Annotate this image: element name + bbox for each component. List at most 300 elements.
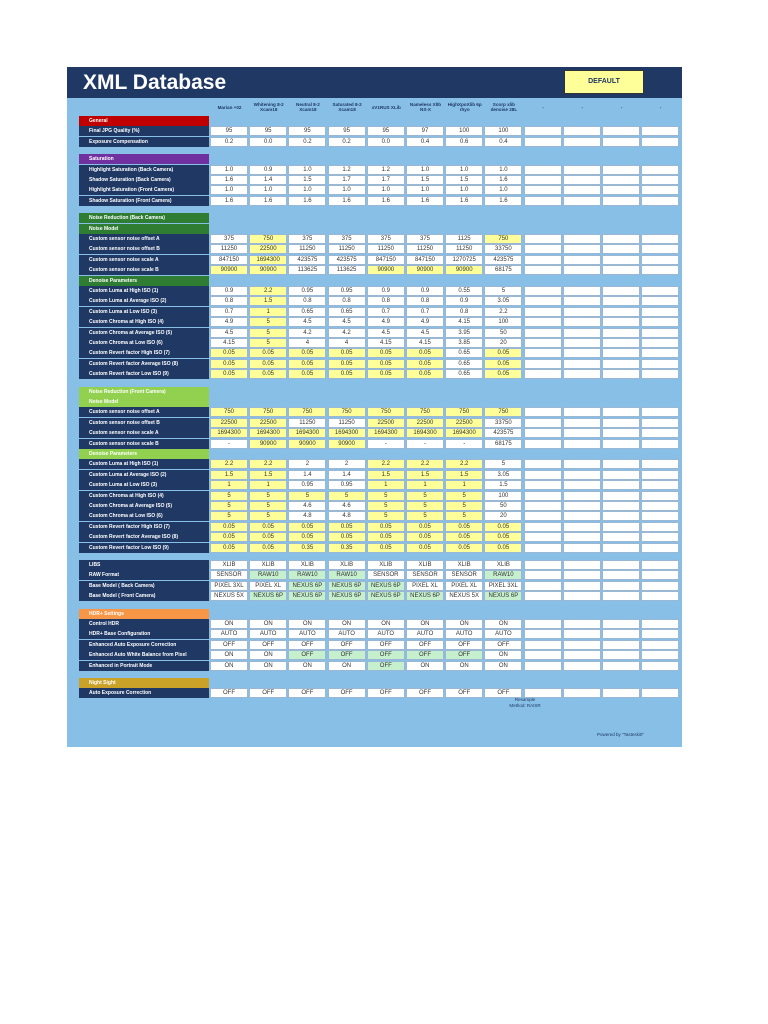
table-cell[interactable]: AUTO [210, 629, 248, 639]
table-cell[interactable]: 1.5 [288, 175, 326, 185]
table-cell[interactable]: 5 [367, 501, 405, 511]
table-cell[interactable]: 0.05 [210, 359, 248, 369]
table-cell[interactable]: 1.0 [328, 185, 366, 195]
table-cell[interactable] [524, 286, 562, 296]
table-cell[interactable] [563, 439, 601, 449]
table-cell[interactable] [524, 234, 562, 244]
table-cell[interactable]: 423575 [484, 255, 522, 265]
table-cell[interactable]: 0.05 [484, 348, 522, 358]
table-cell[interactable] [563, 511, 601, 521]
table-cell[interactable]: 2.2 [406, 459, 444, 469]
table-cell[interactable]: 0.05 [484, 359, 522, 369]
table-cell[interactable] [641, 619, 679, 629]
table-cell[interactable] [524, 522, 562, 532]
table-cell[interactable] [563, 532, 601, 542]
table-cell[interactable]: 0.05 [328, 522, 366, 532]
table-cell[interactable]: NEXUS 6P [328, 581, 366, 591]
table-cell[interactable]: 375 [210, 234, 248, 244]
table-cell[interactable] [563, 286, 601, 296]
table-cell[interactable] [641, 688, 679, 698]
table-cell[interactable]: 2 [328, 459, 366, 469]
table-cell[interactable]: 750 [288, 407, 326, 417]
table-cell[interactable] [524, 428, 562, 438]
table-cell[interactable]: 1.5 [445, 470, 483, 480]
table-cell[interactable]: 5 [249, 491, 287, 501]
table-cell[interactable]: 0.05 [484, 543, 522, 553]
table-cell[interactable] [602, 137, 640, 147]
table-cell[interactable]: 22500 [249, 418, 287, 428]
table-cell[interactable]: XLIB [367, 560, 405, 570]
table-cell[interactable]: 0.05 [249, 369, 287, 379]
table-cell[interactable]: 0.9 [367, 286, 405, 296]
table-cell[interactable]: 11250 [288, 418, 326, 428]
table-cell[interactable]: 5 [367, 511, 405, 521]
table-cell[interactable]: 1.0 [406, 165, 444, 175]
table-cell[interactable]: 0.05 [367, 543, 405, 553]
table-cell[interactable] [641, 196, 679, 206]
table-cell[interactable] [524, 480, 562, 490]
table-cell[interactable]: 0.05 [249, 348, 287, 358]
table-cell[interactable] [524, 348, 562, 358]
table-cell[interactable] [641, 581, 679, 591]
table-cell[interactable]: 0.05 [406, 369, 444, 379]
table-cell[interactable]: 113625 [288, 265, 326, 275]
table-cell[interactable]: 0.65 [288, 307, 326, 317]
table-cell[interactable]: 4.5 [288, 317, 326, 327]
table-cell[interactable]: AUTO [406, 629, 444, 639]
table-cell[interactable]: NEXUS 5X [445, 591, 483, 601]
table-cell[interactable] [641, 255, 679, 265]
table-cell[interactable]: 1.0 [484, 185, 522, 195]
table-cell[interactable] [602, 570, 640, 580]
table-cell[interactable]: 1.6 [367, 196, 405, 206]
table-cell[interactable] [524, 296, 562, 306]
table-cell[interactable]: 3.05 [484, 296, 522, 306]
table-cell[interactable] [563, 255, 601, 265]
table-cell[interactable]: 4.15 [445, 317, 483, 327]
table-cell[interactable] [563, 491, 601, 501]
table-cell[interactable]: 90900 [406, 265, 444, 275]
table-cell[interactable] [563, 369, 601, 379]
table-cell[interactable] [641, 369, 679, 379]
table-cell[interactable] [563, 234, 601, 244]
table-cell[interactable] [602, 286, 640, 296]
table-cell[interactable]: 1 [210, 480, 248, 490]
table-cell[interactable]: 5 [406, 511, 444, 521]
table-cell[interactable] [524, 650, 562, 660]
table-cell[interactable]: 22500 [249, 244, 287, 254]
table-cell[interactable]: 33750 [484, 418, 522, 428]
table-cell[interactable]: 0.8 [406, 296, 444, 306]
table-cell[interactable] [524, 185, 562, 195]
table-cell[interactable]: 1694300 [328, 428, 366, 438]
table-cell[interactable]: 0.0 [367, 137, 405, 147]
table-cell[interactable]: 750 [367, 407, 405, 417]
table-cell[interactable]: 5 [367, 491, 405, 501]
table-cell[interactable]: 90900 [367, 265, 405, 275]
table-cell[interactable] [641, 265, 679, 275]
table-cell[interactable]: ON [210, 661, 248, 671]
table-cell[interactable] [641, 570, 679, 580]
table-cell[interactable] [602, 619, 640, 629]
table-cell[interactable]: 0.05 [367, 348, 405, 358]
table-cell[interactable] [641, 185, 679, 195]
table-cell[interactable]: 1 [445, 480, 483, 490]
table-cell[interactable] [602, 185, 640, 195]
table-cell[interactable]: - [445, 439, 483, 449]
table-cell[interactable]: 50 [484, 328, 522, 338]
table-cell[interactable]: 1694300 [288, 428, 326, 438]
table-cell[interactable]: 11250 [328, 244, 366, 254]
table-cell[interactable]: 5 [406, 501, 444, 511]
table-cell[interactable]: 0.05 [210, 543, 248, 553]
table-cell[interactable] [641, 175, 679, 185]
table-cell[interactable]: 0.95 [328, 286, 366, 296]
table-cell[interactable]: 68175 [484, 265, 522, 275]
table-cell[interactable]: 5 [249, 338, 287, 348]
table-cell[interactable]: XLIB [445, 560, 483, 570]
table-cell[interactable]: 11250 [210, 244, 248, 254]
table-cell[interactable]: 750 [249, 234, 287, 244]
table-cell[interactable]: XLIB [406, 560, 444, 570]
table-cell[interactable]: 1.0 [484, 165, 522, 175]
table-cell[interactable] [602, 359, 640, 369]
table-cell[interactable]: 0.4 [484, 137, 522, 147]
table-cell[interactable]: PIXEL XL [249, 581, 287, 591]
table-cell[interactable] [602, 629, 640, 639]
table-cell[interactable] [563, 307, 601, 317]
table-cell[interactable]: 22500 [445, 418, 483, 428]
table-cell[interactable]: OFF [367, 688, 405, 698]
table-cell[interactable]: AUTO [445, 629, 483, 639]
table-cell[interactable] [563, 459, 601, 469]
table-cell[interactable] [602, 470, 640, 480]
table-cell[interactable] [524, 165, 562, 175]
table-cell[interactable]: ON [249, 619, 287, 629]
table-cell[interactable] [641, 560, 679, 570]
table-cell[interactable]: 1.6 [328, 196, 366, 206]
table-cell[interactable] [563, 359, 601, 369]
table-cell[interactable] [641, 317, 679, 327]
table-cell[interactable]: 0.05 [367, 522, 405, 532]
table-cell[interactable] [602, 511, 640, 521]
table-cell[interactable] [524, 491, 562, 501]
table-cell[interactable]: OFF [367, 650, 405, 660]
table-cell[interactable]: NEXUS 5X [210, 591, 248, 601]
table-cell[interactable] [641, 359, 679, 369]
table-cell[interactable]: 0.9 [210, 286, 248, 296]
table-cell[interactable]: 4.2 [288, 328, 326, 338]
table-cell[interactable]: 1.6 [210, 175, 248, 185]
table-cell[interactable]: 423575 [484, 428, 522, 438]
table-cell[interactable]: - [406, 439, 444, 449]
table-cell[interactable]: 1694300 [249, 255, 287, 265]
table-cell[interactable]: 113625 [328, 265, 366, 275]
table-cell[interactable]: 1694300 [249, 428, 287, 438]
table-cell[interactable]: PIXEL 3XL [210, 581, 248, 591]
table-cell[interactable] [563, 640, 601, 650]
table-cell[interactable] [524, 338, 562, 348]
table-cell[interactable] [602, 317, 640, 327]
table-cell[interactable] [524, 175, 562, 185]
table-cell[interactable]: ON [210, 619, 248, 629]
table-cell[interactable] [524, 359, 562, 369]
table-cell[interactable]: NEXUS 6P [288, 581, 326, 591]
table-cell[interactable] [563, 661, 601, 671]
table-cell[interactable] [641, 532, 679, 542]
table-cell[interactable]: 1.5 [249, 296, 287, 306]
table-cell[interactable] [524, 619, 562, 629]
table-cell[interactable]: ON [484, 619, 522, 629]
table-cell[interactable]: 50 [484, 501, 522, 511]
table-cell[interactable] [602, 591, 640, 601]
table-cell[interactable]: 11250 [288, 244, 326, 254]
table-cell[interactable] [563, 338, 601, 348]
table-cell[interactable]: 1.5 [445, 175, 483, 185]
table-cell[interactable] [641, 661, 679, 671]
table-cell[interactable]: 0.95 [328, 480, 366, 490]
table-cell[interactable]: XLIB [249, 560, 287, 570]
table-cell[interactable]: 1.0 [210, 185, 248, 195]
table-cell[interactable] [524, 439, 562, 449]
table-cell[interactable]: OFF [210, 640, 248, 650]
table-cell[interactable]: 11250 [367, 244, 405, 254]
table-cell[interactable]: 750 [406, 407, 444, 417]
table-cell[interactable]: 4.5 [210, 328, 248, 338]
table-cell[interactable]: 1.6 [288, 196, 326, 206]
table-cell[interactable] [641, 591, 679, 601]
table-cell[interactable]: ON [406, 619, 444, 629]
table-cell[interactable] [563, 470, 601, 480]
table-cell[interactable] [602, 165, 640, 175]
table-cell[interactable]: 4 [288, 338, 326, 348]
table-cell[interactable] [524, 244, 562, 254]
table-cell[interactable]: RAW10 [328, 570, 366, 580]
table-cell[interactable] [602, 522, 640, 532]
table-cell[interactable]: 2.2 [367, 459, 405, 469]
table-cell[interactable]: OFF [288, 688, 326, 698]
table-cell[interactable]: 5 [288, 491, 326, 501]
table-cell[interactable] [524, 581, 562, 591]
table-cell[interactable]: 0.2 [288, 137, 326, 147]
table-cell[interactable]: OFF [367, 661, 405, 671]
table-cell[interactable] [641, 428, 679, 438]
table-cell[interactable] [563, 175, 601, 185]
table-cell[interactable] [641, 418, 679, 428]
table-cell[interactable] [563, 317, 601, 327]
table-cell[interactable]: 22500 [210, 418, 248, 428]
table-cell[interactable]: 4.5 [328, 317, 366, 327]
table-cell[interactable]: 5 [210, 491, 248, 501]
table-cell[interactable]: 0.8 [328, 296, 366, 306]
table-cell[interactable]: 5 [249, 317, 287, 327]
table-cell[interactable]: 750 [445, 407, 483, 417]
table-cell[interactable]: 423575 [288, 255, 326, 265]
table-cell[interactable]: OFF [288, 650, 326, 660]
table-cell[interactable] [563, 570, 601, 580]
table-cell[interactable]: 11250 [406, 244, 444, 254]
table-cell[interactable]: 0.65 [445, 348, 483, 358]
table-cell[interactable]: 20 [484, 511, 522, 521]
table-cell[interactable]: 90900 [328, 439, 366, 449]
table-cell[interactable]: XLIB [328, 560, 366, 570]
table-cell[interactable]: 2.2 [484, 307, 522, 317]
table-cell[interactable]: 0.05 [210, 369, 248, 379]
table-cell[interactable] [563, 560, 601, 570]
table-cell[interactable]: 5 [249, 328, 287, 338]
table-cell[interactable] [641, 165, 679, 175]
table-cell[interactable] [641, 650, 679, 660]
table-cell[interactable]: 0.05 [249, 522, 287, 532]
table-cell[interactable]: ON [445, 619, 483, 629]
table-cell[interactable]: 1.6 [484, 175, 522, 185]
table-cell[interactable] [524, 470, 562, 480]
table-cell[interactable] [524, 501, 562, 511]
table-cell[interactable]: SENSOR [367, 570, 405, 580]
table-cell[interactable]: 1 [249, 307, 287, 317]
table-cell[interactable]: 0.7 [210, 307, 248, 317]
table-cell[interactable]: 0.8 [445, 307, 483, 317]
table-cell[interactable]: 0.05 [328, 532, 366, 542]
table-cell[interactable] [602, 501, 640, 511]
table-cell[interactable] [602, 307, 640, 317]
table-cell[interactable]: 4.6 [328, 501, 366, 511]
table-cell[interactable]: 0.0 [249, 137, 287, 147]
table-cell[interactable]: 0.9 [445, 296, 483, 306]
table-cell[interactable]: 0.95 [288, 286, 326, 296]
table-cell[interactable] [524, 459, 562, 469]
table-cell[interactable]: 1 [406, 480, 444, 490]
table-cell[interactable]: 95 [288, 126, 326, 136]
table-cell[interactable] [524, 629, 562, 639]
table-cell[interactable] [524, 418, 562, 428]
table-cell[interactable]: 0.05 [249, 532, 287, 542]
table-cell[interactable]: PIXEL XL [445, 581, 483, 591]
table-cell[interactable]: AUTO [288, 629, 326, 639]
table-cell[interactable]: OFF [445, 650, 483, 660]
table-cell[interactable]: ON [484, 650, 522, 660]
table-cell[interactable]: 0.05 [484, 369, 522, 379]
table-cell[interactable]: 750 [210, 407, 248, 417]
table-cell[interactable] [563, 407, 601, 417]
table-cell[interactable]: 97 [406, 126, 444, 136]
table-cell[interactable] [641, 501, 679, 511]
table-cell[interactable]: 1.5 [249, 470, 287, 480]
table-cell[interactable]: 95 [249, 126, 287, 136]
table-cell[interactable] [602, 296, 640, 306]
table-cell[interactable]: 1.6 [445, 196, 483, 206]
table-cell[interactable]: ON [328, 661, 366, 671]
table-cell[interactable]: ON [406, 661, 444, 671]
table-cell[interactable]: 5 [445, 511, 483, 521]
table-cell[interactable] [563, 137, 601, 147]
table-cell[interactable]: 0.05 [328, 359, 366, 369]
table-cell[interactable]: 1.4 [288, 470, 326, 480]
table-cell[interactable]: 5 [445, 501, 483, 511]
table-cell[interactable]: 4.15 [210, 338, 248, 348]
table-cell[interactable] [524, 570, 562, 580]
table-cell[interactable]: 11250 [328, 418, 366, 428]
table-cell[interactable]: 0.05 [288, 348, 326, 358]
table-cell[interactable]: 0.05 [406, 543, 444, 553]
table-cell[interactable] [641, 459, 679, 469]
table-cell[interactable] [563, 126, 601, 136]
table-cell[interactable]: ON [484, 661, 522, 671]
table-cell[interactable] [563, 501, 601, 511]
table-cell[interactable]: 0.05 [249, 359, 287, 369]
table-cell[interactable]: 90900 [288, 439, 326, 449]
table-cell[interactable]: 2.2 [445, 459, 483, 469]
table-cell[interactable] [563, 480, 601, 490]
table-cell[interactable]: 1.6 [484, 196, 522, 206]
table-cell[interactable] [563, 328, 601, 338]
table-cell[interactable] [602, 661, 640, 671]
table-cell[interactable]: 1.2 [367, 165, 405, 175]
table-cell[interactable]: 0.05 [288, 359, 326, 369]
table-cell[interactable]: OFF [445, 688, 483, 698]
table-cell[interactable] [563, 619, 601, 629]
table-cell[interactable] [602, 338, 640, 348]
table-cell[interactable]: 2 [288, 459, 326, 469]
table-cell[interactable]: OFF [328, 688, 366, 698]
table-cell[interactable]: AUTO [249, 629, 287, 639]
table-cell[interactable]: RAW10 [249, 570, 287, 580]
table-cell[interactable]: 5 [484, 286, 522, 296]
table-cell[interactable]: 0.05 [406, 348, 444, 358]
table-cell[interactable]: OFF [406, 688, 444, 698]
table-cell[interactable] [602, 439, 640, 449]
table-cell[interactable]: OFF [406, 650, 444, 660]
table-cell[interactable]: OFF [445, 640, 483, 650]
table-cell[interactable] [602, 175, 640, 185]
table-cell[interactable]: 1.0 [288, 185, 326, 195]
table-cell[interactable]: OFF [484, 688, 522, 698]
table-cell[interactable] [602, 491, 640, 501]
table-cell[interactable] [641, 244, 679, 254]
table-cell[interactable]: 0.7 [367, 307, 405, 317]
table-cell[interactable]: 0.8 [367, 296, 405, 306]
table-cell[interactable] [602, 328, 640, 338]
table-cell[interactable]: NEXUS 6P [328, 591, 366, 601]
table-cell[interactable]: 0.05 [210, 348, 248, 358]
table-cell[interactable]: 0.05 [288, 369, 326, 379]
table-cell[interactable]: NEXUS 6P [367, 591, 405, 601]
table-cell[interactable] [602, 126, 640, 136]
table-cell[interactable]: 1.6 [406, 196, 444, 206]
table-cell[interactable]: XLIB [288, 560, 326, 570]
table-cell[interactable] [524, 328, 562, 338]
table-cell[interactable] [602, 255, 640, 265]
table-cell[interactable] [602, 348, 640, 358]
table-cell[interactable]: 0.05 [328, 369, 366, 379]
table-cell[interactable] [524, 560, 562, 570]
table-cell[interactable]: 90900 [445, 265, 483, 275]
table-cell[interactable] [563, 196, 601, 206]
table-cell[interactable]: 3.05 [484, 470, 522, 480]
table-cell[interactable]: 0.6 [445, 137, 483, 147]
table-cell[interactable]: 1.0 [249, 185, 287, 195]
table-cell[interactable] [563, 581, 601, 591]
table-cell[interactable]: 1 [249, 480, 287, 490]
table-cell[interactable] [602, 688, 640, 698]
table-cell[interactable] [524, 369, 562, 379]
table-cell[interactable]: OFF [484, 640, 522, 650]
table-cell[interactable]: 4.9 [210, 317, 248, 327]
table-cell[interactable]: 750 [249, 407, 287, 417]
table-cell[interactable]: 0.8 [288, 296, 326, 306]
table-cell[interactable]: 5 [445, 491, 483, 501]
table-cell[interactable] [641, 522, 679, 532]
